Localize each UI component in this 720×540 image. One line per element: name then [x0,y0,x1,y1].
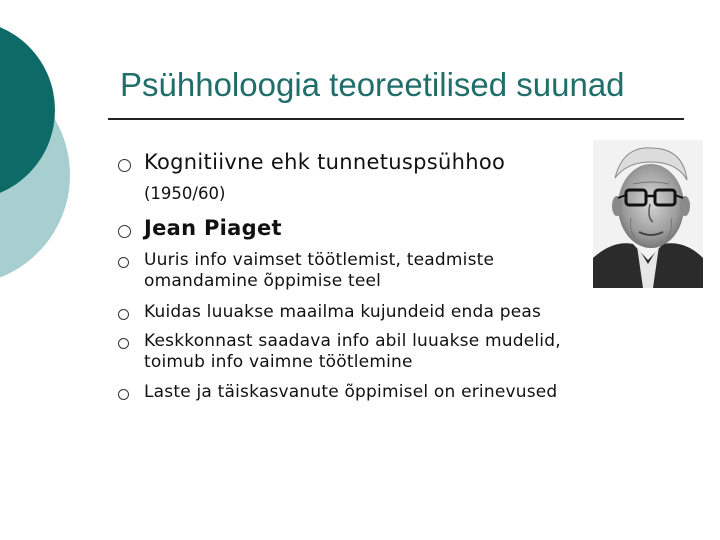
bullet-icon [118,309,129,320]
bullet-text-line1: Kuidas luuakse maailma kujundeid enda peas [144,302,542,322]
bullet-icon [118,257,129,268]
portrait-photo [593,140,703,288]
heading-subtext: (1950/60) [144,184,226,203]
slide-title: Psühholoogia teoreetilised suunad [120,66,625,103]
bullet-text-line1: Uuris info vaimset töötlemist, teadmiste [144,250,495,270]
decorative-circles [0,0,120,300]
title-divider [108,118,684,120]
bullet-text-line1: Laste ja täiskasvanute õppimisel on erinevused [144,382,558,402]
bullet-text-line2: omandamine õppimise teel [144,271,382,291]
bullet-icon [118,159,131,172]
person-name: Jean Piaget [144,216,282,240]
heading-text: Kognitiivne ehk tunnetuspsühhoo [144,150,506,174]
bullet-icon [118,338,129,349]
bullet-icon [118,389,129,400]
bullet-icon [118,225,131,238]
bullet-text-line2: toimub info vaimne töötlemine [144,352,413,372]
bullet-text-line1: Keskkonnast saadava info abil luuakse mudelid, [144,331,561,351]
